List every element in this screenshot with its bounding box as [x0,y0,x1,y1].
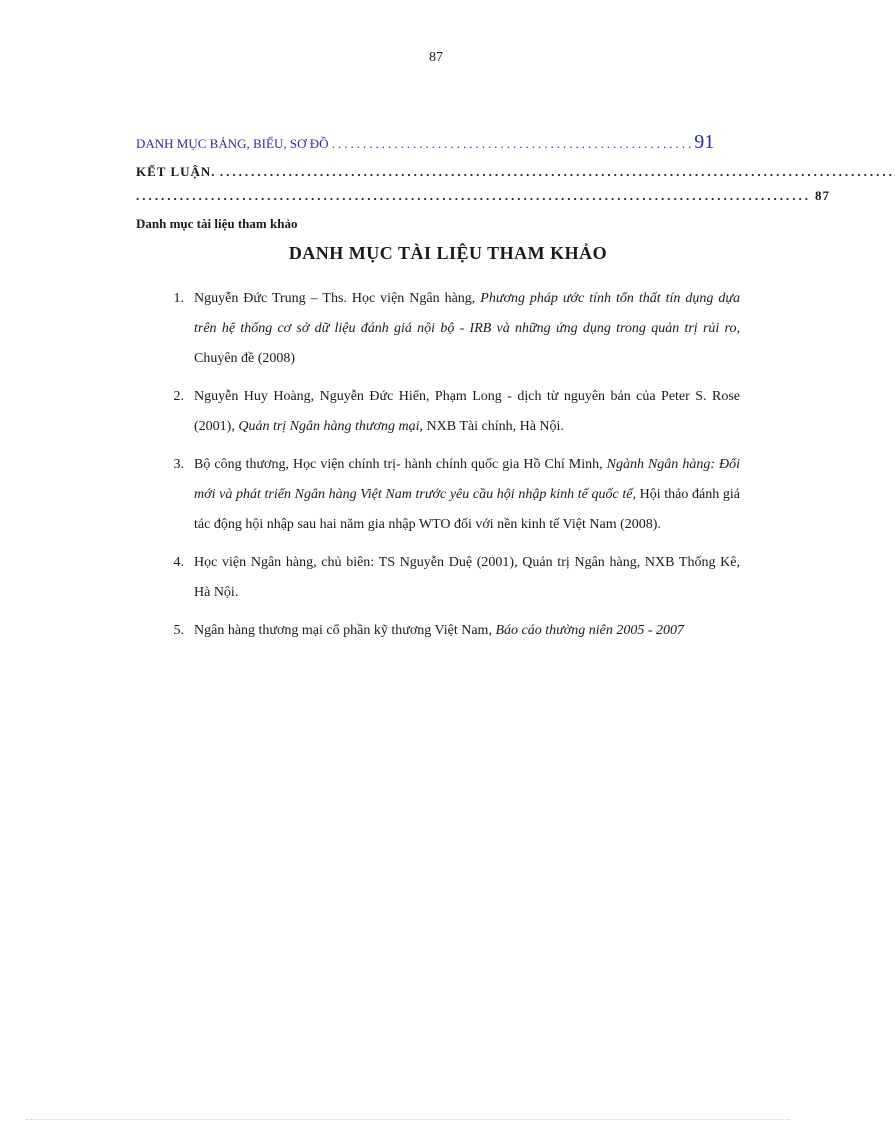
toc-page-number: 87 [815,188,830,203]
page-bottom-divider [26,1119,790,1120]
reference-text [194,450,740,540]
toc-entry-label: KẾT LUẬN. [136,164,216,179]
toc-page-number: 91 [694,131,715,153]
toc-leader-dots: ............................................................................................................ [136,188,811,203]
reference-number: 5. [173,623,184,638]
reference-list [150,284,740,654]
toc-link-label: DANH MỤC BẢNG, BIỂU, SƠ ĐỒ [136,136,329,151]
reference-item [150,548,740,608]
reference-authors: Ngân hàng thương mại cổ phần kỹ thương Việt Nam, [194,623,496,638]
reference-source: Chuyên đề (2008) [194,351,296,366]
reference-title: Ngành Ngân hàng: Đổi mới và phát triển Ngân hàng Việt Nam trước yêu cầu hội nhập kinh tế quốc tế, [194,457,740,502]
reference-text [194,616,740,646]
reference-number: 1. [173,291,184,306]
reference-text [194,382,740,442]
reference-title: Báo cáo thường niên 2005 - 2007 [495,623,684,638]
reference-item [150,382,740,442]
reference-authors: Học viện Ngân hàng, chủ biên: TS Nguyễn Duệ (2001), Quản trị Ngân hàng, NXB Thống Kê, Hà Nội. [194,555,740,600]
reference-authors: Nguyễn Đức Trung – Ths. Học viện Ngân hàng, [194,291,481,306]
toc-link-tables[interactable] [136,131,740,154]
page-title: DANH MỤC TÀI LIỆU THAM KHẢO [288,243,608,263]
reference-text [194,548,740,608]
toc-entry-references: Danh mục tài liệu tham khảo [136,216,298,231]
toc-entry-conclusion-continued [136,188,830,204]
reference-number: 3. [173,457,184,472]
reference-title: Phương pháp ước tính tổn thất tín dụng dựa trên hệ thống cơ sở dữ liệu đánh giá nội bộ - IRB và những ứng dụng trong quản trị rủi ro, [194,291,740,336]
reference-title: Quản trị Ngân hàng thương mại, [238,419,424,434]
reference-authors: Nguyễn Huy Hoàng, Nguyễn Đức Hiển, Phạm Long - dịch từ nguyên bản của Peter S. Rose (2001), [194,389,740,434]
page-number: 87 [429,50,443,65]
toc-entry-conclusion [136,164,895,180]
reference-item [150,450,740,540]
reference-source: Hội thảo đánh giá tác động hội nhập sau hai năm gia nhập WTO đối với nền kinh tế Việt Nam (2008). [194,487,740,532]
reference-item [150,284,740,374]
reference-number: 2. [173,389,184,404]
toc-leader-dots: .......................................................... [331,136,695,151]
reference-text [194,284,740,374]
reference-authors: Bộ công thương, Học viện chính trị- hành chính quốc gia Hồ Chí Minh, [194,457,607,472]
reference-item [150,616,740,646]
toc-leader-dots: ............................................................................................................ [219,164,895,179]
reference-source: NXB Tài chính, Hà Nội. [423,419,564,434]
reference-number: 4. [173,555,184,570]
